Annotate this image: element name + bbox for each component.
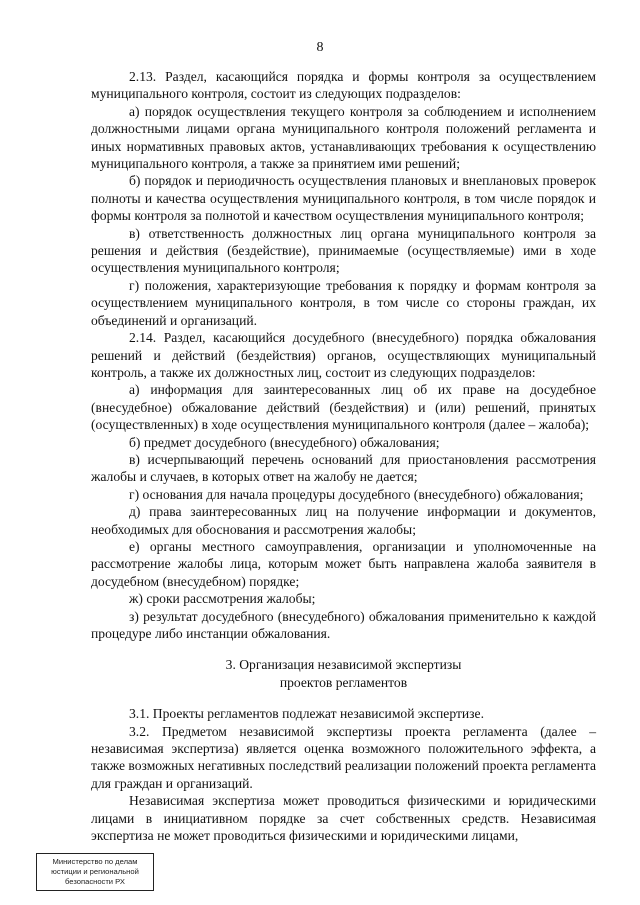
paragraph: г) положения, характеризующие требования к порядку и формам контроля за осуществлением муниципального контроля, в том числе со стороны граждан, их объединений и организаций.: [91, 277, 596, 328]
registration-stamp: [36, 853, 154, 891]
page-number: 8: [316, 40, 324, 55]
paragraph: 3.1. Проекты регламентов подлежат независимой экспертизе.: [129, 706, 484, 722]
section-heading: [91, 656, 596, 691]
stamp-line: Министерство по делам: [52, 857, 138, 866]
stamp-line: безопасности РХ: [65, 877, 125, 886]
paragraph: в) исчерпывающий перечень оснований для приостановления рассмотрения жалобы и случаев, в которых ответ на жалобу не дается;: [91, 451, 596, 485]
paragraph: а) информация для заинтересованных лиц об их праве на досудебное (внесудебное) обжалование действий (бездействия) и (или) решений, принятых (осуществленных) в ходе осуществления муниципального контроля (далее – жалоба);: [91, 382, 596, 433]
section-heading-line: проектов регламентов: [279, 674, 408, 690]
paragraph: 3.2. Предметом независимой экспертизы проекта регламента (далее – независимая экспертиза) является оценка возможного положительного эффекта, а также возможных негативных последствий реализации положений проекта регламента для граждан и организаций.: [91, 723, 596, 791]
document-body: [91, 68, 596, 844]
paragraph: д) права заинтересованных лиц на получение информации и документов, необходимых для обоснования и рассмотрения жалобы;: [91, 504, 596, 537]
paragraph: е) органы местного самоуправления, организации и уполномоченные на рассмотрение жалобы лица, которым может быть направлена жалоба заявителя в досудебном (внесудебном) порядке;: [91, 538, 596, 589]
section-heading-line: 3. Организация независимой экспертизы: [225, 657, 462, 673]
paragraph: б) предмет досудебного (внесудебного) обжалования;: [129, 434, 440, 450]
paragraph: з) результат досудебного (внесудебного) обжалования применительно к каждой процедуре либо инстанции обжалования.: [91, 608, 596, 641]
paragraph: ж) сроки рассмотрения жалобы;: [129, 591, 316, 607]
paragraph: а) порядок осуществления текущего контроля за соблюдением и исполнением должностными лицами органа муниципального контроля положений регламента и иных нормативных правовых актов, устанавливающих требования к осуществлению муниципального контроля, а также за принятием ими решений;: [91, 103, 596, 172]
paragraph: г) основания для начала процедуры досудебного (внесудебного) обжалования;: [129, 486, 584, 502]
paragraph: 2.13. Раздел, касающийся порядка и формы контроля за осуществлением муниципального контроля, состоит из следующих подразделов:: [91, 69, 596, 102]
paragraph: б) порядок и периодичность осуществления плановых и внеплановых проверок полноты и качества осуществления муниципального контроля, в том числе порядок и формы контроля за полнотой и качеством осуществления муниципального контроля;: [91, 173, 596, 224]
paragraph: Независимая экспертиза может проводиться физическими и юридическими лицами в инициативном порядке за счет собственных средств. Независимая экспертиза не может проводиться физическими и юридическими лицами,: [91, 793, 596, 844]
paragraph: 2.14. Раздел, касающийся досудебного (внесудебного) порядка обжалования решений и действий (бездействия) органов, осуществляющих муниципальный контроль, а также их должностных лиц, состоит из следующих подразделов:: [91, 330, 596, 380]
paragraph: в) ответственность должностных лиц органа муниципального контроля за решения и действия (бездействие), принимаемые (осуществляемые) ими в ходе осуществления муниципального контроля;: [91, 225, 596, 276]
stamp-line: юстиции и региональной: [51, 867, 139, 876]
